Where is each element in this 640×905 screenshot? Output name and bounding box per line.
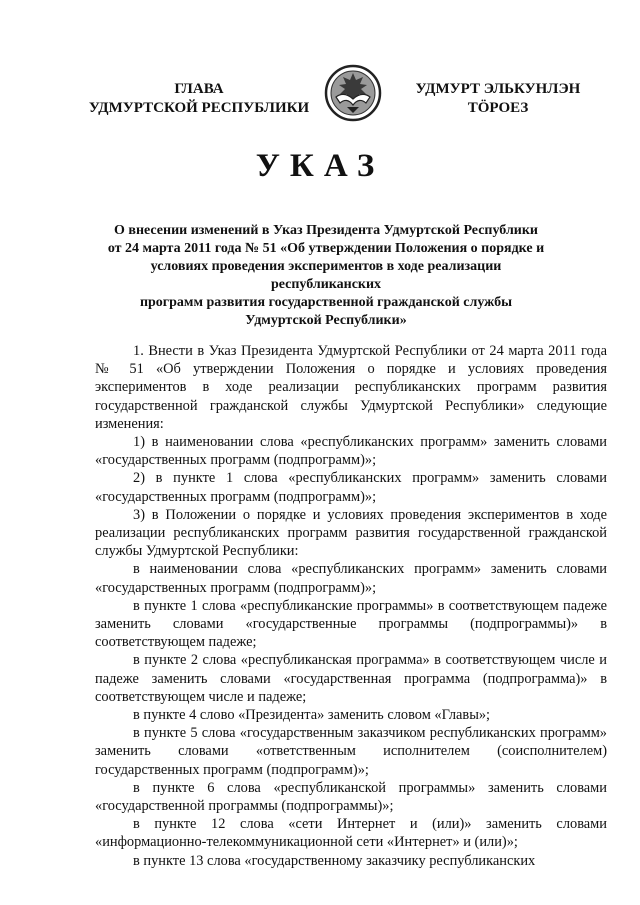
issuer-header-russian: [86, 80, 312, 118]
issuer-line: ТӦРОЕЗ: [467, 100, 529, 116]
subject-line: О внесении изменений в Указ Президента Удмуртской Республики: [114, 223, 538, 238]
issuer-line: ГЛАВА: [174, 81, 224, 97]
body-paragraph: 1. Внести в Указ Президента Удмуртской Республики от 24 марта 2011 года № 51 «Об утверждении Положения о порядке и условиях проведения экспериментов в ходе реализации республиканских программ развития государственной гражданской службы Удмуртской Республики» следующие изменения:: [95, 343, 607, 432]
body-paragraph: 3) в Положении о порядке и условиях проведения экспериментов в ходе реализации республиканских программ развития государственной гражданской службы Удмуртской Республики:: [95, 506, 607, 560]
issuer-line: УДМУРТ ЭЛЬКУНЛЭН: [415, 81, 581, 97]
subject-line: условиях проведения экспериментов в ходе реализации республиканских: [150, 259, 502, 292]
document-body: [95, 342, 607, 870]
body-paragraph: в пункте 6 слова «республиканской программы» заменить словами «государственной программы (подпрограммы)»;: [95, 779, 607, 815]
body-paragraph: в пункте 2 слова «республиканская программа» в соответствующем числе и падеже заменить словами «государственная программа (подпрограмма)» в соответствующем числе и падеже;: [95, 652, 607, 705]
body-paragraph: 1) в наименовании слова «республиканских программ» заменить словами «государственных программ (подпрограмм)»;: [95, 434, 607, 469]
body-paragraph: в пункте 12 слова «сети Интернет и (или)» заменить словами «информационно-телекоммуникационной сети «Интернет» и (или)»;: [95, 816, 607, 851]
body-paragraph: в пункте 4 слово «Президента» заменить словом «Главы»;: [133, 707, 491, 724]
body-paragraph: в пункте 13 слова «государственному заказчику республиканских: [133, 852, 536, 869]
body-paragraph: в пункте 1 слова «республиканские программы» в соответствующем падеже заменить словами «государственные программы (подпрограммы)» в соответствующем падеже;: [95, 597, 607, 651]
issuer-line: УДМУРТСКОЙ РЕСПУБЛИКИ: [88, 100, 310, 116]
subject-line: от 24 марта 2011 года № 51 «Об утверждении Положения о порядке и: [107, 241, 545, 256]
issuer-header-udmurt: [398, 80, 598, 118]
document-title: УКАЗ: [255, 148, 385, 184]
body-paragraph: в пункте 5 слова «государственным заказчиком республиканских программ» заменить словами «ответственным исполнителем (соисполнителем) государственных программ (подпрограмм)»;: [95, 725, 607, 778]
subject-line: Удмуртской Республики»: [245, 313, 407, 328]
document-subject: [96, 222, 556, 330]
body-paragraph: в наименовании слова «республиканских программ» заменить словами «государственных программ (подпрограмм)»;: [95, 561, 607, 596]
coat-of-arms-icon: [322, 63, 384, 123]
body-paragraph: 2) в пункте 1 слова «республиканских программ» заменить словами «государственных программ (подпрограмм)»;: [95, 470, 607, 505]
subject-line: программ развития государственной гражданской службы: [139, 295, 513, 310]
